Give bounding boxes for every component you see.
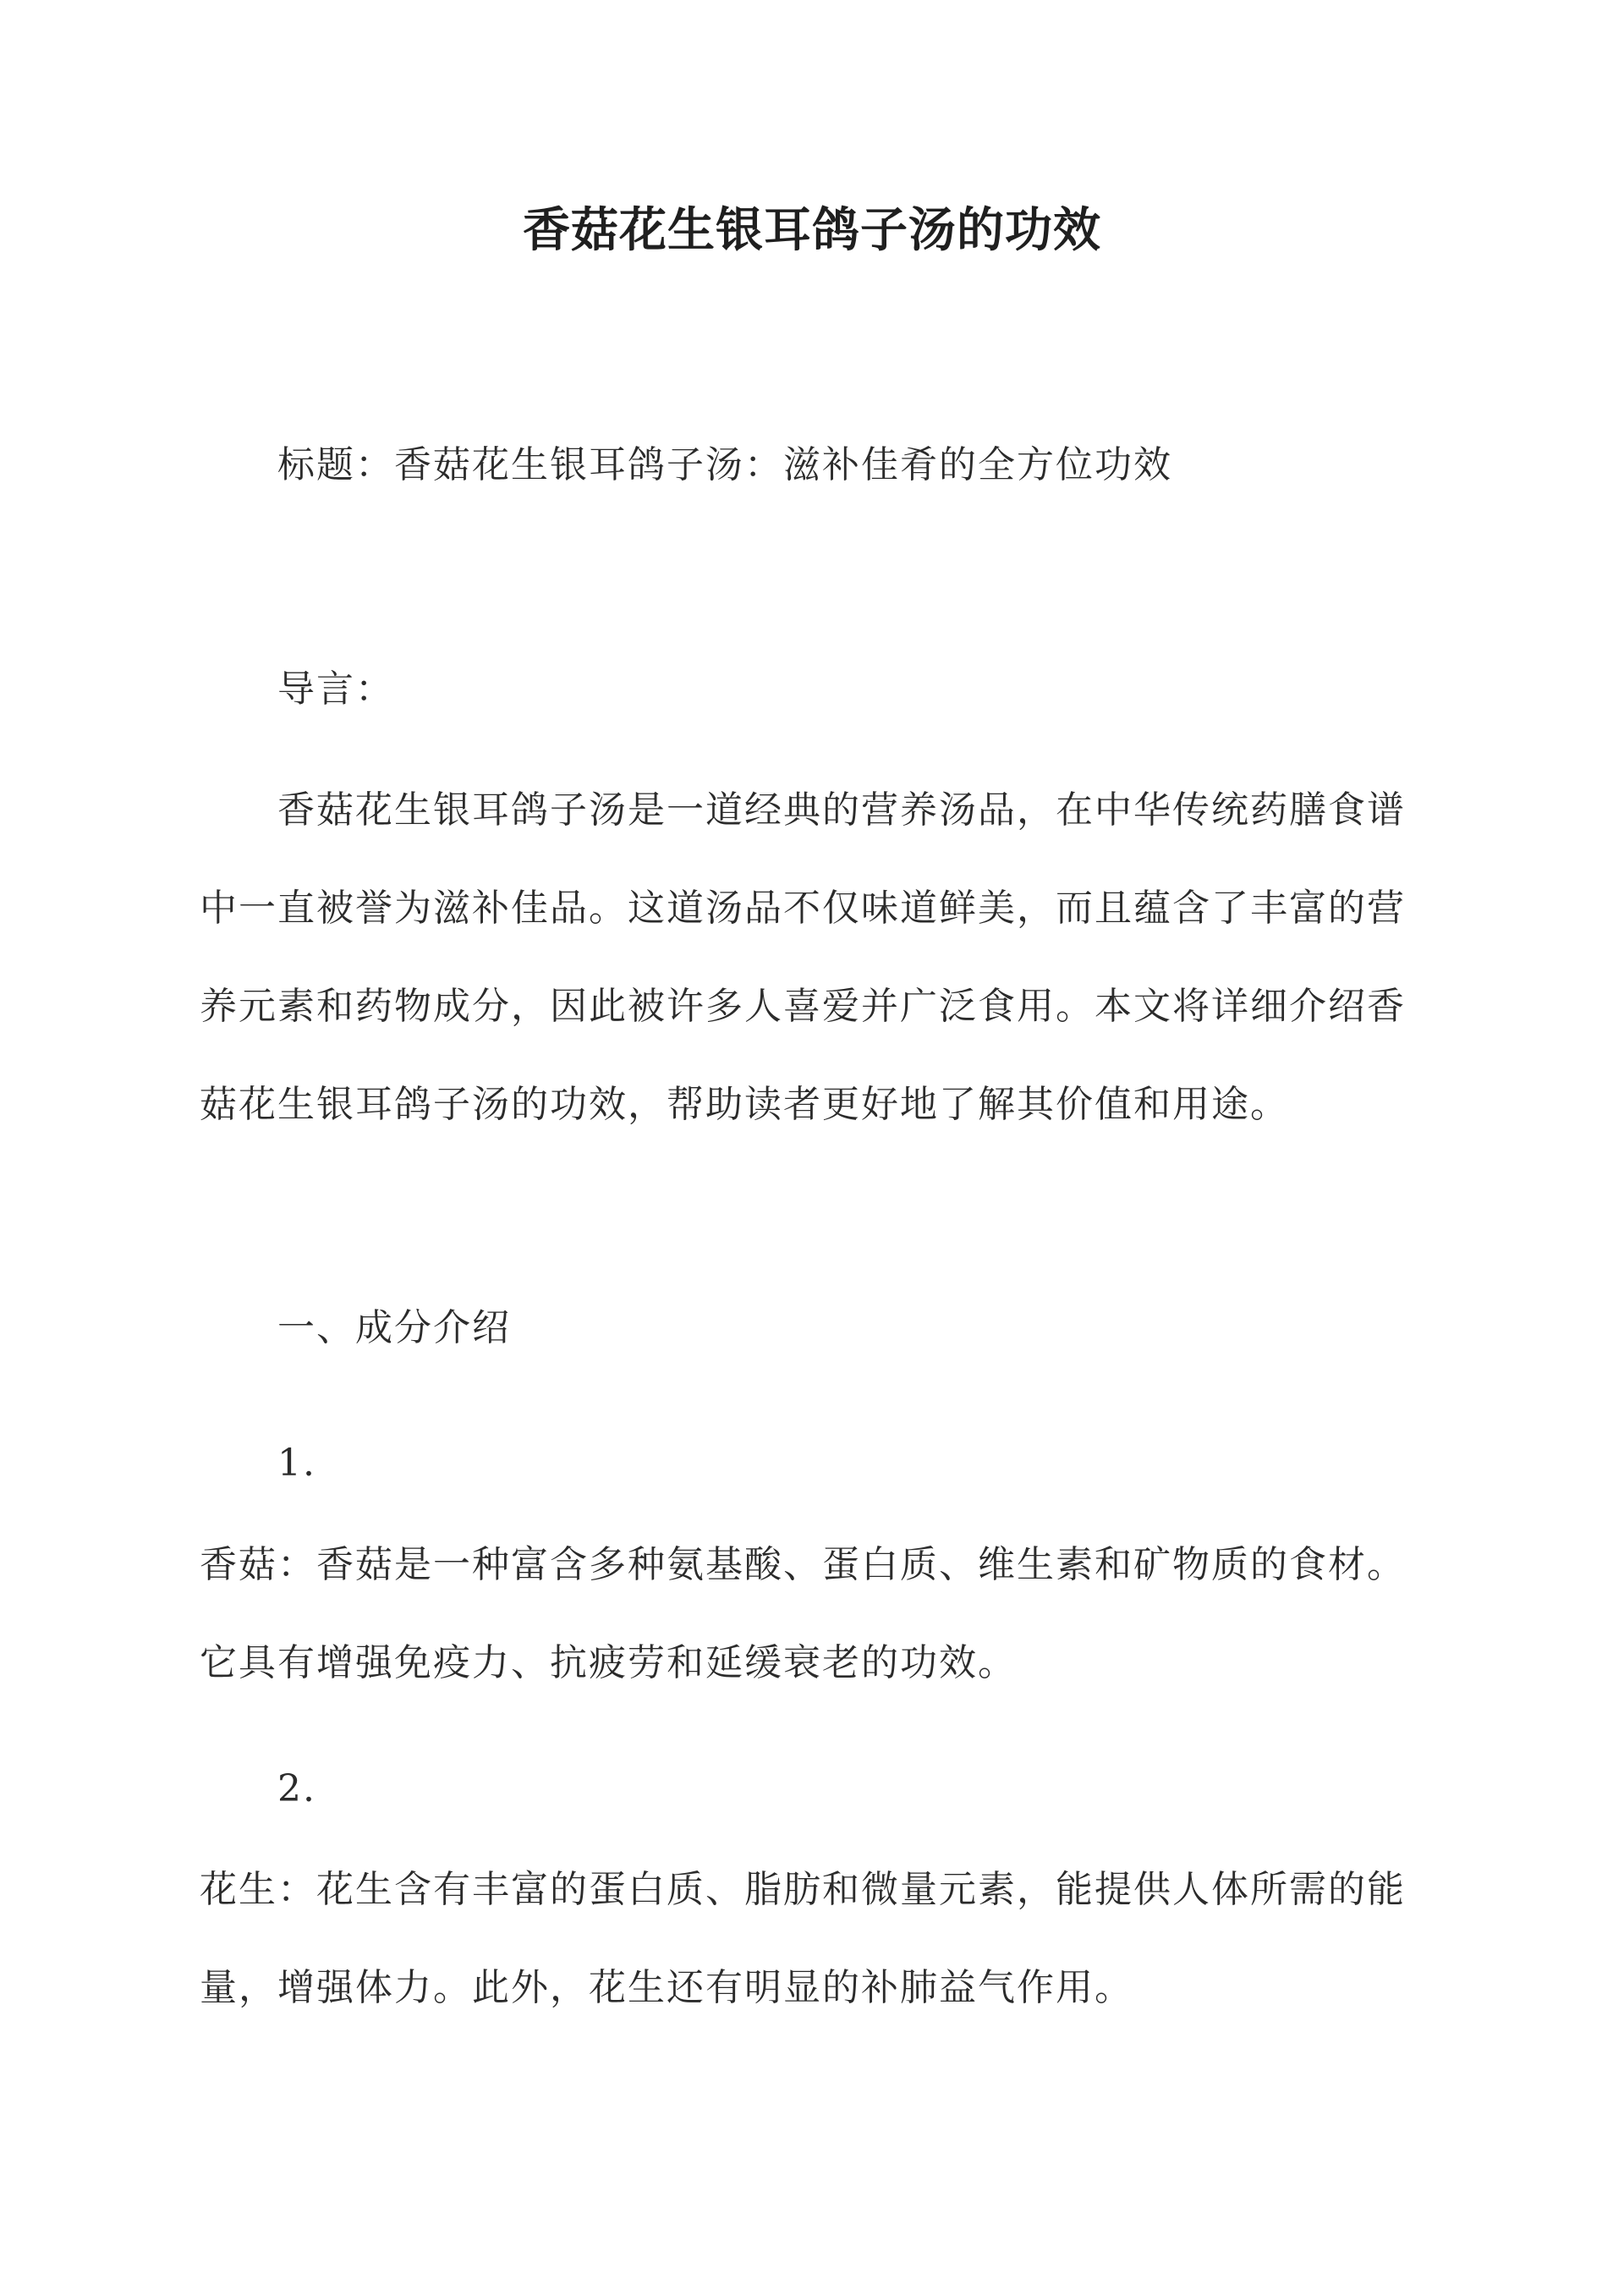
section-heading: 一、成分介绍 xyxy=(277,1306,511,1349)
intro-heading: 导言： xyxy=(277,667,394,711)
list-item-text: 香菇：香菇是一种富含多种氨基酸、蛋白质、维生素和矿物质的食材。它具有增强免疫力、抗疲劳和延缓衰老的功效。 xyxy=(200,1543,1406,1684)
intro-paragraph: 香菇花生银耳鸽子汤是一道经典的营养汤品，在中华传统药膳食谱中一直被誉为滋补佳品。这道汤品不仅味道鲜美，而且蕴含了丰富的营养元素和药物成分，因此被许多人喜爱并广泛食用。本文将详细介绍香菇花生银耳鸽子汤的功效，帮助读者更好地了解其价值和用途。 xyxy=(200,788,1406,1126)
list-item-number: 2. xyxy=(277,1767,316,1810)
list-item-number: 1. xyxy=(277,1442,316,1485)
list-item-text: 花生：花生含有丰富的蛋白质、脂肪和微量元素，能提供人体所需的能量，增强体力。此外，花生还有明显的补肺益气作用。 xyxy=(200,1868,1406,2009)
article-subtitle: 标题：香菇花生银耳鸽子汤：滋补佳肴的全方位功效 xyxy=(277,443,1172,486)
document-title: 香菇花生银耳鸽子汤的功效 xyxy=(523,202,1101,258)
